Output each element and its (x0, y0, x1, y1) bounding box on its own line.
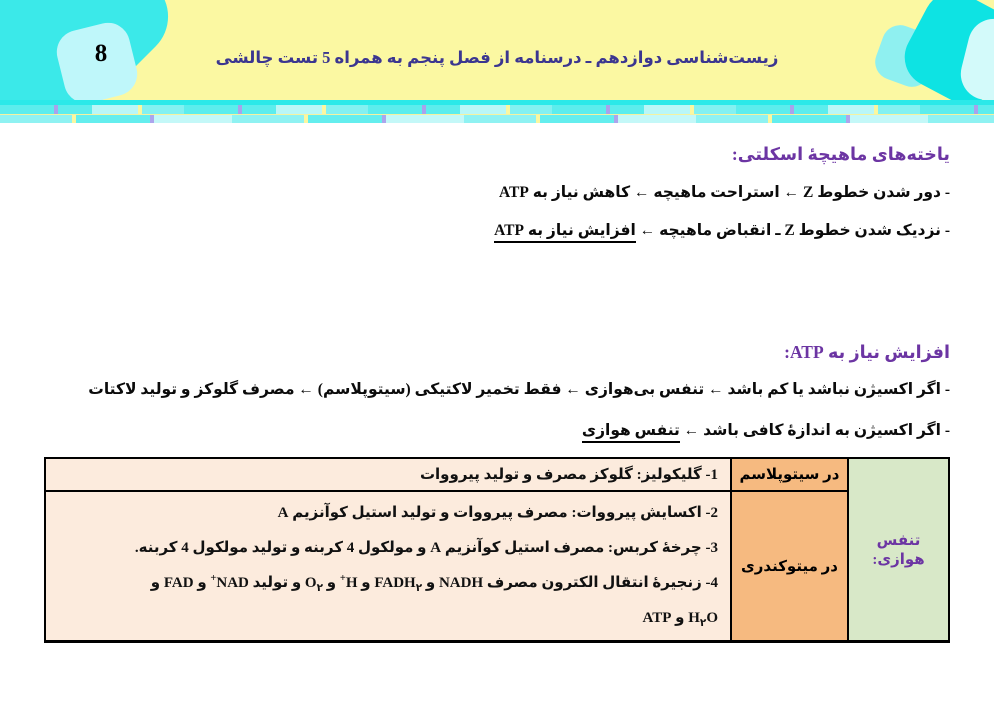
pyruvate-oxidation-line: 2- اکسایش پیرووات: مصرف پیرووات و تولید استیل کوآنزیم A (277, 505, 718, 521)
mitochondria-steps-cell (45, 491, 731, 642)
strip-row-bricks-2 (0, 114, 994, 123)
section1-line2-prefix: - نزدیک شدن خطوط Z ـ انقباض ماهیچه ← (635, 222, 950, 239)
underlined-increase-atp: افزایش نیاز به ATP (494, 222, 636, 243)
section2-line1: - اگر اکسیژن نباشد یا کم باشد ← تنفس بی‌هوازی ← فقط تخمیر لاکتیکی (سیتوپلاسم) ← مصرف گلوکز و تولید لاکتات (88, 381, 950, 398)
glycolysis-cell: 1- گلیکولیز: گلوکز مصرف و تولید پیرووات (45, 458, 731, 491)
section2-heading: افزایش نیاز به ATP: (784, 342, 950, 362)
page-number: 8 (94, 40, 108, 67)
krebs-cycle-line: 3- چرخهٔ کربس: مصرف استیل کوآنزیم A و مولکول 4 کربنه و تولید مولکول 4 کربنه. (134, 540, 718, 556)
header-title: زیست‌شناسی دوازدهم ـ درسنامه از فصل پنجم به همراه 5 تست چالشی (215, 48, 779, 67)
cytoplasm-location-cell: در سیتوپلاسم (731, 458, 848, 491)
content (0, 144, 994, 643)
decorative-strip (0, 100, 994, 123)
section2-line2-prefix: - اگر اکسیژن به اندازهٔ کافی باشد ← (679, 422, 950, 439)
underlined-aerobic-respiration: تنفس هوازی (582, 422, 680, 443)
aerobic-respiration-table (44, 457, 950, 643)
table-row-cytoplasm (45, 458, 949, 491)
strip-row-bricks-1 (0, 105, 994, 114)
aerobic-label-cell: تنفس هوازی: (848, 458, 949, 642)
electron-transport-continuation: $H_۲O$ و ATP (642, 610, 718, 629)
section1-line1: - دور شدن خطوط Z ← استراحت ماهیچه ← کاهش نیاز به ATP (499, 184, 950, 201)
electron-transport-line: 4- زنجیرهٔ انتقال الکترون مصرف NADH و $FADH_۲$ و H+ و $O_۲$ و تولید NAD+ و FAD و (150, 573, 718, 594)
section2-line2 (44, 420, 950, 442)
table-row-mitochondria (45, 491, 949, 642)
section1-heading: یاخته‌های ماهیچهٔ اسکلتی: (731, 144, 950, 164)
mitochondria-location-cell: در میتوکندری (731, 491, 848, 642)
section1-line2 (44, 220, 950, 242)
page-header (0, 0, 994, 100)
